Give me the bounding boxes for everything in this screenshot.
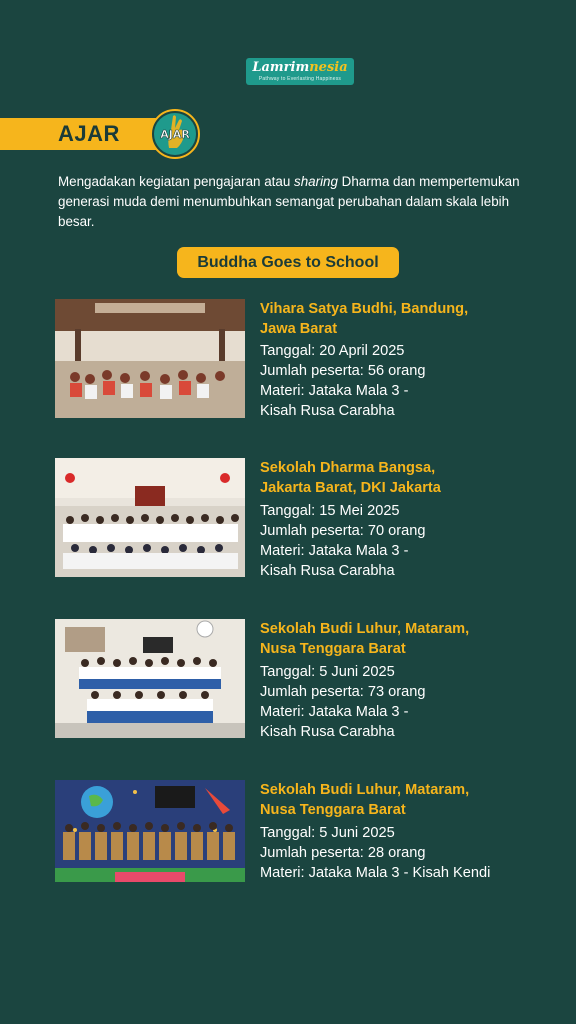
lamrimnesia-logo [246, 58, 354, 85]
event-date: Tanggal: 5 Juni 2025 [260, 825, 395, 841]
event-material-continued: Kisah Rusa Carabha [260, 724, 395, 740]
event-participants: Jumlah peserta: 56 orang [260, 363, 426, 379]
event-material: Materi: Jataka Mala 3 - Kisah Kendi [260, 865, 491, 881]
event-details [260, 823, 555, 883]
event-material: Materi: Jataka Mala 3 - [260, 383, 409, 399]
event-details [260, 662, 555, 742]
event-date: Tanggal: 15 Mei 2025 [260, 503, 400, 519]
event-participants: Jumlah peserta: 73 orang [260, 684, 426, 700]
event-date: Tanggal: 20 April 2025 [260, 343, 405, 359]
event-material: Materi: Jataka Mala 3 - [260, 704, 409, 720]
event-photo [55, 299, 245, 418]
intro-paragraph: Mengadakan kegiatan pengajaran atau sharing Dharma dan mempertemukan generasi muda demi menumbuhkan semangat perubahan dalam skala lebih besar. [58, 174, 520, 229]
event-material: Materi: Jataka Mala 3 - [260, 543, 409, 559]
logo-wordmark: Lamrimnesia [252, 60, 348, 75]
logo-tagline: Pathway to Everlasting Happiness [258, 76, 342, 82]
event-participants: Jumlah peserta: 28 orang [260, 845, 426, 861]
page-title: AJAR [58, 121, 120, 146]
svg-text:AJAR: AJAR [160, 128, 190, 141]
event-photo [55, 780, 245, 882]
event-photo [55, 619, 245, 738]
event-location: Sekolah Budi Luhur, Mataram, Nusa Tenggara Barat [260, 621, 470, 657]
event-material-continued: Kisah Rusa Carabha [260, 403, 395, 419]
intro-emphasis: sharing [294, 174, 338, 189]
section-title: Buddha Goes to School [177, 247, 399, 278]
event-material-continued: Kisah Rusa Carabha [260, 563, 395, 579]
event-location: Vihara Satya Budhi, Bandung, Jawa Barat [260, 301, 469, 337]
event-details [260, 501, 555, 581]
event-location: Sekolah Budi Luhur, Mataram, Nusa Tenggara Barat [260, 782, 470, 818]
ajar-hand-icon [149, 108, 201, 160]
event-location: Sekolah Dharma Bangsa, Jakarta Barat, DKI Jakarta [260, 460, 441, 496]
event-photo [55, 458, 245, 577]
event-details [260, 341, 555, 421]
event-date: Tanggal: 5 Juni 2025 [260, 664, 395, 680]
event-participants: Jumlah peserta: 70 orang [260, 523, 426, 539]
